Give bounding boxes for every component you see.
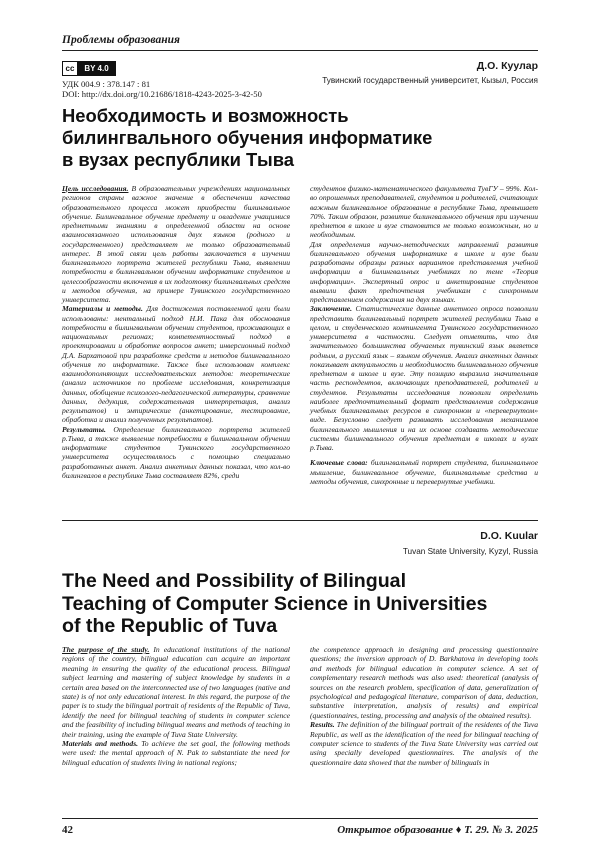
abstract-en-right-column (310, 645, 538, 767)
article-title-en (62, 570, 542, 638)
article-title-ru (62, 105, 542, 171)
author-affiliation-ru: Тувинский государственный университет, Кызыл, Россия (322, 76, 538, 85)
keywords-label: Ключевые слова: (310, 458, 368, 468)
journal-section-header: Проблемы образования (62, 34, 180, 46)
cc-license-badge (62, 61, 116, 76)
abstract-ru-right-column (310, 184, 538, 486)
abstract-purpose-en (62, 645, 290, 739)
udc-code: УДК 004.9 : 378.147 : 81 (62, 79, 151, 89)
abstract-conclusion-ru (310, 304, 538, 452)
title-line: Teaching of Computer Science in Universities (62, 592, 488, 615)
section-text: Статистические данные анкетного опроса позволили представить билингвальный портрет жителей республики Тыва в целом, и студенческого контингента Тувинского государственного университета в частности. Следует отметить, что для значительного большинства обучаемых тувинский язык является родным, а русский язык – языком обучения. Анализ анкетных данных показывает актуальность и необходимость билингвального обучения предметам в школе и вузе. Эту позицию выразила значительная часть респондентов, включающих преподавателей, родителей и студентов. Результаты исследования позволили определить наиболее предпочтительный формат представления содержания учебных билингвальных ресурсов в синхронном и «перевернутом» виде. Безусловно следует развивать исследования механизмов билингвального мышления и на их основе создавать методические системы билингвального обучения предметам в школах и вузах р.Тыва. (310, 304, 538, 452)
title-line: The Need and Possibility of Bilingual (62, 570, 407, 592)
abstract-aim-ru (62, 184, 290, 304)
page-number: 42 (62, 824, 73, 836)
abstract-ru-left-column (62, 184, 290, 480)
section-label: Materials and methods. (62, 739, 139, 749)
keywords-ru (310, 458, 538, 486)
author-name-ru: Д.О. Куулар (476, 60, 538, 72)
section-label: Цель исследования. (62, 184, 129, 193)
abstract-methods-ru (62, 304, 290, 424)
abstract-en-left-column (62, 645, 290, 767)
journal-issue: Открытое образование ♦ Т. 29. № 3. 2025 (337, 824, 538, 836)
author-name-en: D.O. Kuular (480, 530, 538, 542)
title-line: Необходимость и возможность (62, 105, 349, 126)
header-rule (62, 50, 538, 51)
abstract-methods-continued-en: the competence approach in designing and processing questionnaire questions; the inversion approach of D. Barkhatova in developing tools and methods for bilingual education in computer science. A set of complementary research methods was also used: theoretical (analysis of sources on the research problem, specification of data, generalization of psychological and pedagogical literature, comparison of data, deduction, substantive interpretation, analysis of results) and empirical (questionnaires, testing, processing and analysis of the obtained results). (310, 645, 538, 720)
abstract-methods-en (62, 739, 290, 767)
section-divider (62, 520, 538, 521)
doi-link[interactable]: DOI: http://dx.doi.org/10.21686/1818-4243-2025-3-42-50 (62, 89, 262, 99)
section-text: To achieve the set goal, the following methods were used: the mental approach of N. Pak to substantiate the need for bilingual education of students living in national regions; (62, 739, 290, 767)
section-text: The definition of the bilingual portrait of the residents of the Tuva Republic, as well as the identification of the need for bilingual teaching of computer science to students of the Tuva State University was carried out using specially developed questionnaires. The analysis of the questionnaire data showed that the number of bilinguals in (310, 720, 538, 767)
cc-icon: cc (63, 62, 78, 75)
title-line: билингвального обучения информатике (62, 127, 433, 148)
section-text: In educational institutions of the national regions of the country, bilingual education can acquire an important meaning in ensuring the quality of the educational process. Bilingual subject learning and mastering of subject knowledge by students in a certain area based on the interconnected use of two languages (native and state) is of not only educational interest. In this regard, the purpose of the paper is to study the bilingual portrait of residents of the Republic of Tuva, identify the need for bilingual teaching of students in computer science and the feasibility of including bilingual means and methods of teaching in their training, using the example of Tuva State University. (62, 645, 290, 739)
section-label: Результаты. (62, 424, 106, 434)
abstract-results-en (310, 720, 538, 767)
abstract-paragraph-ru: Для определения научно-методических направлений развития билингвального обучения информатике в школе и вузе были разработаны образцы разных вариантов представления учебной информации в билингвальных учебниках по теме «Теория информации». Экспертный опрос и анкетирование студентов выявили факт предпочтения учебникам с синхронным представлением содержания на двух языках. (310, 239, 538, 304)
section-text: Определение билингвального портрета жителей р.Тыва, а также выявление потребности в билингвальном обучении информатике студентов Тувинского государственного университета осуществлялось с помощью специально разработанных анкет. Анализ анкетных данных показал, что кол-во билингвалов в республике Тыва составляет 82%, среди (62, 424, 290, 480)
section-label: The purpose of the study. (62, 645, 150, 654)
title-line: of the Republic of Tuva (62, 615, 278, 637)
section-label: Заключение. (310, 304, 353, 314)
title-line: в вузах республики Тыва (62, 149, 294, 170)
section-text: В образовательных учреждениях национальных регионов страны важное значение в обеспечении качества образовательного процесса может приобрести билингвальное обучение. Билингвальное обучение предмету и овладение учащимися предметными знаниями в определенной области на основе взаимосвязанного использования двух языков (родного и государственного) представляет не только образовательный интерес. В этой связи цель работы заключается в изучении билингвального портрета жителей республики Тыва, выявлении потребности в билингвальном обучении информатике студентов и целесообразности включения в их подготовку билингвальных средств и методов обучения, на примере Тувинского государственного университета. (62, 184, 290, 304)
abstract-results-continued-ru: студентов физико-математического факультета ТувГУ – 99%. Кол-во опрошенных преподавателей, студентов и родителей, считающих важным билингвальное образование в республике Тыва, превышает 70%. Таким образом, развитие билингвального обучения при изучении предметов в школе и вузе становится не только возможным, но и необходимым. (310, 184, 538, 240)
section-text: Для достижения поставленной цели были использованы: ментальный подход Н.И. Пака для обоснования потребности в билингвальном обучении студентов, проживающих в национальных регионах; компетентностный подход в проектировании и обработке вопросов анкет; инверсионный подход Д.А. Бархатовой при разработке средств и методов билингвального обучения по информатике. Также был использован комплекс взаимодополняющих исследовательских методов: теоретические (анализ источников по проблеме исследования, конкретизация данных, обобщение психолого-педагогической литературы, сравнение данных, дедукция, содержательная интерпретация, анализ результатов) и эмпирические (анкетирование, тестирование, обработка и анализ полученных результатов). (62, 304, 290, 425)
keywords-text: билингвальный портрет студента, билингвальное мышление, билингвальное обучение, билингвальные средства и методы обучения, синхронные и перевернутые учебники. (310, 458, 538, 486)
footer-rule (62, 818, 538, 819)
section-label: Results. (310, 720, 335, 730)
author-affiliation-en: Tuvan State University, Kyzyl, Russia (402, 547, 538, 556)
abstract-results-ru (62, 425, 290, 481)
section-label: Материалы и методы. (62, 304, 143, 314)
cc-license-label: BY 4.0 (78, 62, 115, 75)
